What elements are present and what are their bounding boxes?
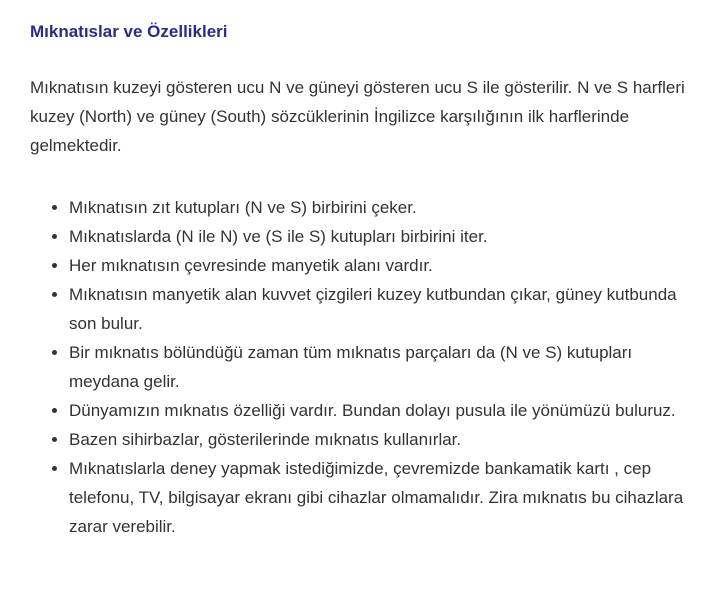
list-item: • Her mıknatısın çevresinde manyetik alanı vardır.	[69, 251, 696, 280]
list-item: • Bir mıknatıs bölündüğü zaman tüm mıknatıs parçaları da (N ve S) kutupları meydana gelir.	[69, 338, 696, 396]
properties-list	[30, 193, 696, 541]
article-title: Mıknatıslar ve Özellikleri	[30, 22, 228, 41]
list-item: • Mıknatısın zıt kutupları (N ve S) birbirini çeker.	[69, 193, 696, 222]
list-item: • Mıknatısın manyetik alan kuvvet çizgileri kuzey kutbundan çıkar, güney kutbunda son bulur.	[69, 280, 696, 338]
list-item: • Mıknatıslarla deney yapmak istediğimizde, çevremizde bankamatik kartı , cep telefonu, TV, bilgisayar ekranı gibi cihazlar olmamalıdır. Zira mıknatıs bu cihazlara zarar verebilir.	[69, 454, 696, 541]
list-item: • Mıknatıslarda (N ile N) ve (S ile S) kutupları birbirini iter.	[69, 222, 696, 251]
list-item: • Dünyamızın mıknatıs özelliği vardır. Bundan dolayı pusula ile yönümüzü buluruz.	[69, 396, 696, 425]
intro-paragraph: Mıknatısın kuzeyi gösteren ucu N ve güneyi gösteren ucu S ile gösterilir. N ve S harfleri kuzey (North) ve güney (South) sözcüklerinin İngilizce karşılığının ilk harflerinde gelmektedir.	[30, 78, 685, 155]
list-item: • Bazen sihirbazlar, gösterilerinde mıknatıs kullanırlar.	[69, 425, 696, 454]
